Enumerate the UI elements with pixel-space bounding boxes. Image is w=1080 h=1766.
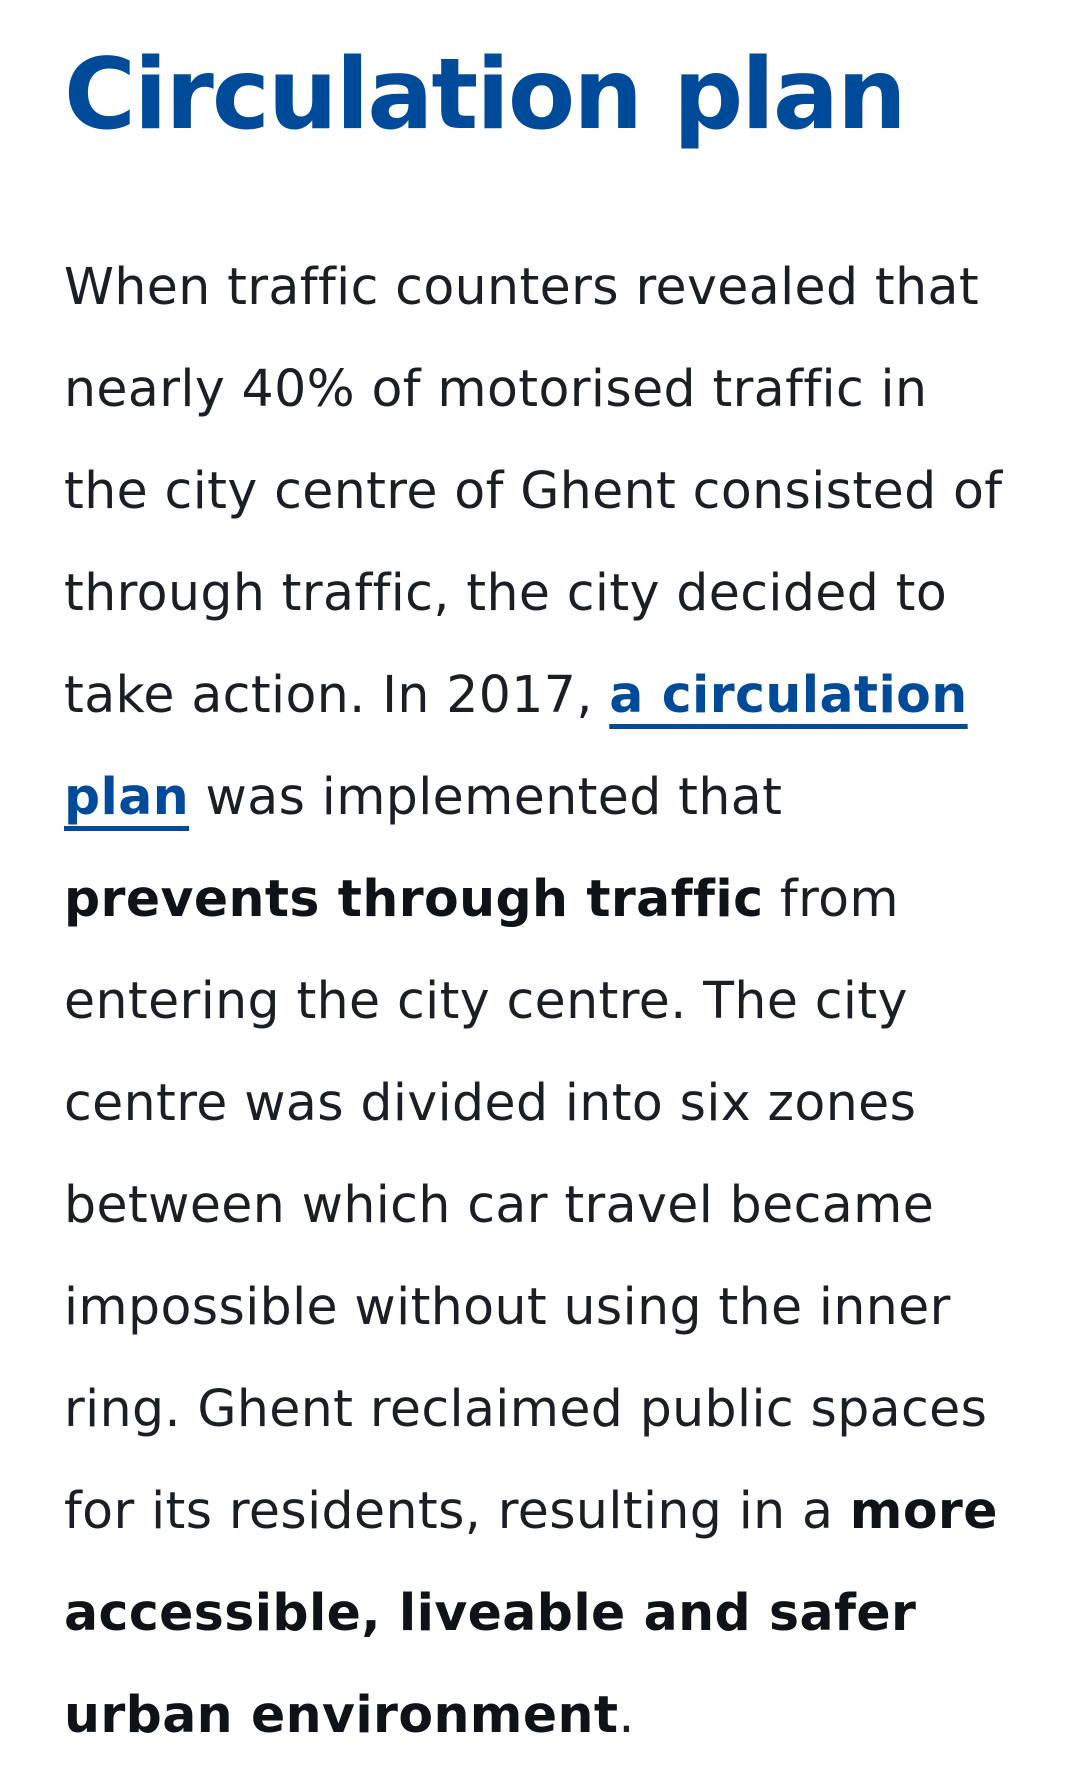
paragraph-text-3: from entering the city centre. The city centre was divided into six zones between which car travel became impossible without using the inner ring. Ghent reclaimed public spaces for its residents, resulting in a	[64, 869, 988, 1540]
paragraph-text-1: When traffic counters revealed that nearly 40% of motorised traffic in the city centre of Ghent consisted of through traffic, the city decided to take action. In 2017,	[64, 257, 1003, 724]
circulation-plan-link[interactable]: a circulation plan	[64, 665, 968, 826]
bold-text-urban-environment: more accessible, liveable and safer urban environment	[64, 1481, 998, 1744]
article-section	[64, 0, 1024, 1766]
paragraph-text-4: .	[618, 1685, 635, 1744]
section-heading: Circulation plan	[64, 38, 905, 152]
bold-text-through-traffic: prevents through traffic	[64, 869, 764, 928]
body-paragraph	[64, 236, 1024, 1766]
paragraph-text-2: was implemented that	[189, 767, 783, 826]
